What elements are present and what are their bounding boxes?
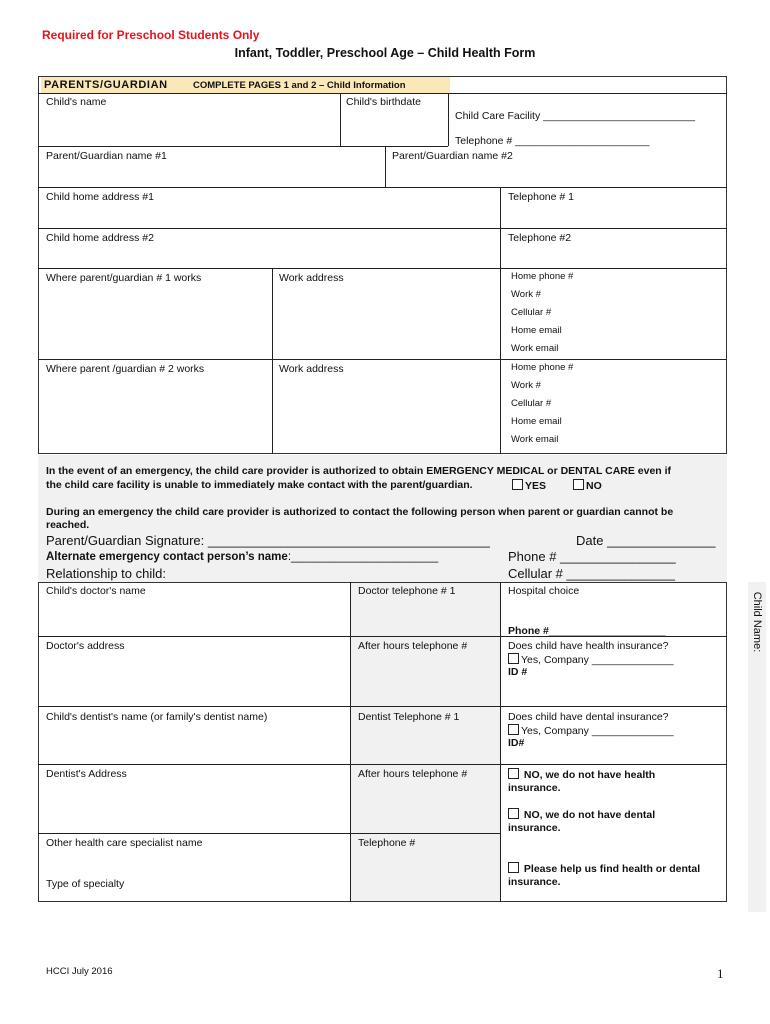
contact-line1: During an emergency the child care provider is authorized to contact the following person when parent or guardian cannot be	[46, 506, 674, 518]
specialist-name-label: Other health care specialist name	[46, 837, 203, 849]
work-address2-label: Work address	[279, 363, 344, 375]
cellular1-label: Cellular #	[511, 307, 552, 318]
consent-line1: In the event of an emergency, the child care provider is authorized to obtain EMERGENCY MEDICAL or DENTAL CARE even if	[46, 465, 672, 477]
consent-no[interactable]: NO	[573, 479, 602, 492]
checkbox-health-yes[interactable]	[508, 653, 519, 664]
work-email1-label: Work email	[511, 343, 559, 354]
phone-field[interactable]: Phone # ________________	[508, 549, 676, 564]
date-field[interactable]: Date _______________	[576, 533, 716, 548]
after-hours-telephone2-label: After hours telephone #	[358, 768, 468, 780]
work-email2-label: Work email	[511, 434, 559, 445]
doctors-address-label: Doctor's address	[46, 640, 125, 652]
no-health-insurance[interactable]: NO, we do not have health	[508, 768, 655, 781]
info-section	[38, 76, 727, 454]
dental-insurance-question: Does child have dental insurance?	[508, 711, 669, 723]
checkbox-no-health[interactable]	[508, 768, 519, 779]
help-find-insurance-cont: insurance.	[508, 876, 561, 888]
child-care-facility-field[interactable]: Child Care Facility __________________________	[455, 110, 695, 122]
work-no1-label: Work #	[511, 289, 541, 300]
hospital-phone-field[interactable]: Phone #____________________	[508, 625, 666, 637]
work-no2-label: Work #	[511, 380, 541, 391]
footer-code: HCCI July 2016	[46, 966, 113, 977]
childs-birthdate-label: Child's birthdate	[346, 96, 421, 108]
consent-line2: the child care facility is unable to immediately make contact with the parent/guardian.	[46, 479, 473, 491]
after-hours-telephone1-label: After hours telephone #	[358, 640, 468, 652]
home-email1-label: Home email	[511, 325, 562, 336]
dental-insurance-yes[interactable]: Yes, Company ______________	[508, 724, 674, 737]
relationship-field[interactable]: Relationship to child:	[46, 566, 166, 581]
childs-name-label: Child's name	[46, 96, 107, 108]
where-parent2-works-label: Where parent /guardian # 2 works	[46, 363, 205, 375]
home-address2-label: Child home address #2	[46, 232, 154, 244]
home-phone2-label: Home phone #	[511, 362, 574, 373]
work-address1-label: Work address	[279, 272, 344, 284]
telephone1-label: Telephone # 1	[508, 191, 574, 203]
telephone2-label: Telephone #2	[508, 232, 572, 244]
no-dental-insurance-cont: insurance.	[508, 822, 561, 834]
doctors-name-label: Child's doctor's name	[46, 585, 146, 597]
home-address1-label: Child home address #1	[46, 191, 154, 203]
checkbox-dental-yes[interactable]	[508, 724, 519, 735]
alternate-contact-field[interactable]: Alternate emergency contact person’s name:_______________________	[46, 551, 439, 563]
cellular2-label: Cellular #	[511, 398, 552, 409]
help-find-insurance[interactable]: Please help us find health or dental	[508, 862, 700, 875]
hospital-choice-label: Hospital choice	[508, 585, 580, 597]
doctor-telephone-label: Doctor telephone # 1	[358, 585, 456, 597]
dentist-telephone-label: Dentist Telephone # 1	[358, 711, 460, 723]
specialty-type-label: Type of specialty	[46, 878, 125, 890]
home-email2-label: Home email	[511, 416, 562, 427]
banner-parents: PARENTS/GUARDIAN	[44, 79, 168, 91]
page-title: Infant, Toddler, Preschool Age – Child Health Form	[234, 46, 536, 60]
page-number: 1	[717, 966, 724, 981]
dentist-name-label: Child's dentist's name (or family's dentist name)	[46, 711, 268, 723]
consent-yes[interactable]: YES	[512, 479, 546, 492]
home-phone1-label: Home phone #	[511, 271, 574, 282]
specialist-telephone-label: Telephone #	[358, 837, 416, 849]
dentist-address-label: Dentist's Address	[46, 768, 127, 780]
checkbox-help[interactable]	[508, 862, 519, 873]
no-health-insurance-cont: insurance.	[508, 782, 561, 794]
side-child-name-label: Child Name:	[751, 591, 763, 653]
checkbox-no[interactable]	[573, 479, 584, 490]
checkbox-no-dental[interactable]	[508, 808, 519, 819]
health-insurance-yes[interactable]: Yes, Company ______________	[508, 653, 674, 666]
parent2-name-label: Parent/Guardian name #2	[392, 150, 513, 162]
banner-instructions: COMPLETE PAGES 1 and 2 – Child Information	[193, 80, 406, 91]
cellular-field[interactable]: Cellular # _______________	[508, 566, 675, 581]
health-insurance-question: Does child have health insurance?	[508, 640, 669, 652]
required-note: Required for Preschool Students Only	[42, 28, 260, 42]
contact-line2: reached.	[46, 519, 90, 531]
no-dental-insurance[interactable]: NO, we do not have dental	[508, 808, 655, 821]
dental-id-field[interactable]: ID#	[508, 737, 525, 749]
signature-field[interactable]: Parent/Guardian Signature: _______________________________________	[46, 533, 490, 548]
where-parent1-works-label: Where parent/guardian # 1 works	[46, 272, 202, 284]
parent1-name-label: Parent/Guardian name #1	[46, 150, 167, 162]
health-id-field[interactable]: ID #	[508, 666, 528, 678]
telephone-field[interactable]: Telephone # _______________________	[455, 135, 650, 147]
checkbox-yes[interactable]	[512, 479, 523, 490]
